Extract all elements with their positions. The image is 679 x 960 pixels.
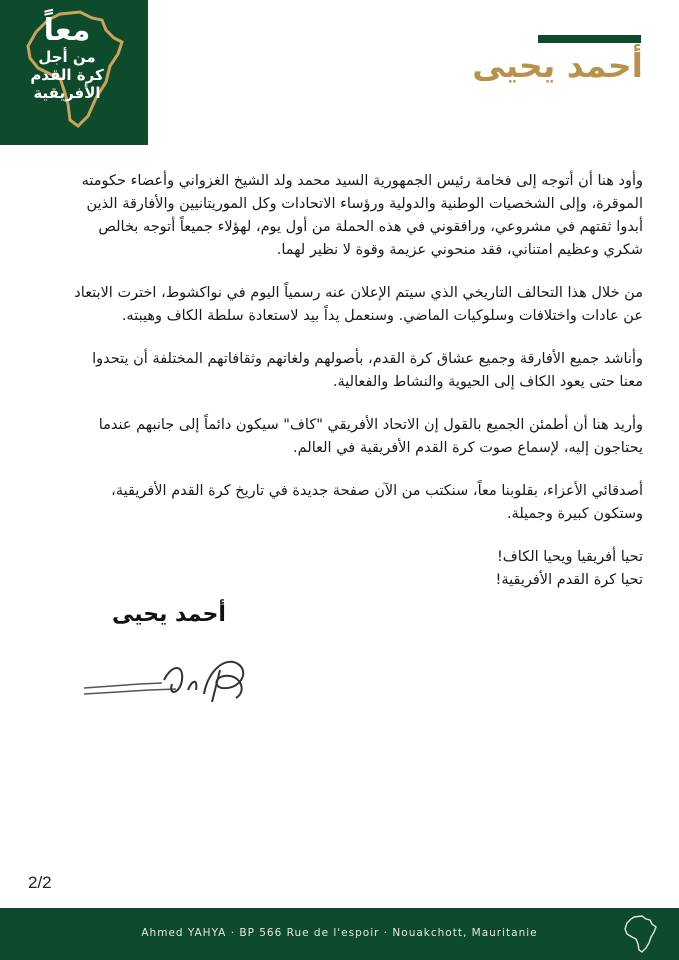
letter-paragraph: وأناشد جميع الأفارقة وجميع عشاق كرة القدم، بأصولهم ولغاتهم وثقافاتهم المختلفة أن يتحدوا معنا حتى يعود الكاف إلى الحيوية والنشاط والفعالية. [92,351,643,390]
letter-paragraph: وأريد هنا أن أطمئن الجميع بالقول إن الاتحاد الأفريقي "كاف" سيكون دائماً إلى جانبهم عندما يحتاجون إليه، لإسماع صوت كرة القدم الأفريقية في العالم. [98,417,643,456]
closing-line: تحيا أفريقيا ويحيا الكاف! [496,549,643,565]
page-number: 2/2 [28,873,52,892]
footer-bar [0,908,679,960]
letter-paragraph: وأود هنا أن أتوجه إلى فخامة رئيس الجمهورية السيد محمد ولد الشيخ الغزواني وأعضاء حكومته الموقرة، وإلى الشخصيات الوطنية والدولية ورؤساء الاتحادات وكل الموريتانيين والأفارقة الذين أبدوا ثقتهم في مشروعي، ورافقوني في هذه الحملة من أول يوم، لهؤلاء جميعاً أتوجه بخالص شكري وعظيم امتناني، فقد منحوني عزيمة وقوة لا نظير لهما. [81,173,643,258]
africa-map-icon [622,914,658,954]
logo-title: معاً [43,13,91,48]
letter-paragraph: أصدقائي الأعزاء، بقلوبنا معاً، سنكتب من الآن صفحة جديدة في تاريخ كرة القدم الأفريقية، وستكون كبيرة وجميلة. [111,483,643,522]
letter-closing [72,546,643,592]
letterhead-name: أحمد يحيى [472,46,643,85]
closing-line: تحيا كرة القدم الأفريقية! [495,572,643,588]
letter-body [72,170,643,592]
footer-address: Ahmed YAHYA · BP 566 Rue de l'espoir · Nouakchott, Mauritanie [141,927,538,939]
logo-line: كرة القدم [30,66,104,84]
handwritten-signature [80,650,255,710]
letter-paragraph: من خلال هذا التحالف التاريخي الذي سيتم الإعلان عنه رسمياً اليوم في نواكشوط، اخترت الابتعاد عن عادات واختلافات وسلوكيات الماضي. وسنعمل يداً بيد لاستعادة سلطة الكاف وهيبته. [74,285,643,324]
header-accent-bar [538,35,641,43]
campaign-logo [0,0,148,145]
logo-line: الأفريقية [33,84,101,102]
logo-line: من أجل [38,48,96,66]
signatory-name: أحمد يحيى [112,602,226,627]
